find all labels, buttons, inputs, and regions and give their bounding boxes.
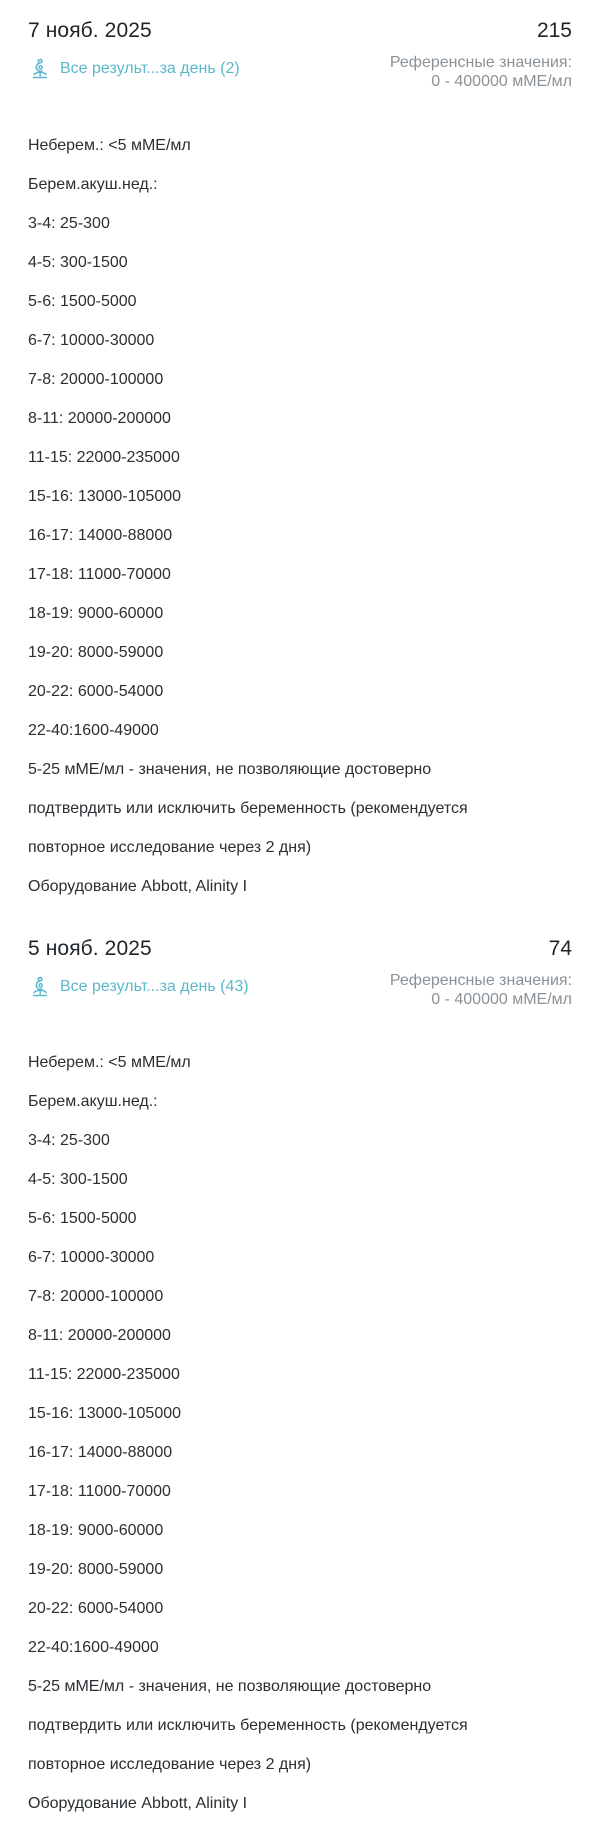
note-line: 5-25 мМЕ/мл - значения, не позволяющие достоверно — [28, 1677, 572, 1697]
note-line: 20-22: 6000-54000 — [28, 682, 572, 702]
note-line: 5-25 мМЕ/мл - значения, не позволяющие достоверно — [28, 760, 572, 780]
note-line: 8-11: 20000-200000 — [28, 409, 572, 429]
note-line: 6-7: 10000-30000 — [28, 1248, 572, 1268]
note-line: Оборудование Abbott, Alinity I — [28, 1794, 572, 1814]
result-date: 5 нояб. 2025 — [28, 935, 152, 963]
note-line: 4-5: 300-1500 — [28, 253, 572, 273]
reference-range: 0 - 400000 мМЕ/мл — [390, 72, 572, 91]
note-line: 19-20: 8000-59000 — [28, 1560, 572, 1580]
note-line: Неберем.: <5 мМЕ/мл — [28, 136, 572, 156]
note-line: 11-15: 22000-235000 — [28, 1365, 572, 1385]
note-line: 22-40:1600-49000 — [28, 721, 572, 741]
note-line: Берем.акуш.нед.: — [28, 1092, 572, 1112]
result-notes — [28, 116, 572, 916]
note-line: 7-8: 20000-100000 — [28, 370, 572, 390]
result-notes — [28, 1034, 572, 1833]
note-line: подтвердить или исключить беременность (рекомендуется — [28, 799, 572, 819]
all-results-link-label: Все результ...за день (2) — [60, 58, 240, 80]
result-value: 74 — [549, 935, 572, 963]
reference-label: Референсные значения: — [390, 971, 572, 990]
all-results-day-link[interactable] — [28, 975, 249, 999]
note-line: подтвердить или исключить беременность (рекомендуется — [28, 1716, 572, 1736]
note-line: 3-4: 25-300 — [28, 1131, 572, 1151]
note-line: 8-11: 20000-200000 — [28, 1326, 572, 1346]
reference-values — [390, 971, 572, 1009]
result-value: 215 — [537, 17, 572, 45]
note-line: 16-17: 14000-88000 — [28, 526, 572, 546]
reference-label: Референсные значения: — [390, 53, 572, 72]
note-line: 20-22: 6000-54000 — [28, 1599, 572, 1619]
note-line: Оборудование Abbott, Alinity I — [28, 877, 572, 897]
microscope-icon — [28, 57, 52, 81]
result-date: 7 нояб. 2025 — [28, 17, 152, 45]
note-line: 17-18: 11000-70000 — [28, 565, 572, 585]
note-line: повторное исследование через 2 дня) — [28, 838, 572, 858]
note-line: 19-20: 8000-59000 — [28, 643, 572, 663]
note-line: 6-7: 10000-30000 — [28, 331, 572, 351]
note-line: 18-19: 9000-60000 — [28, 1521, 572, 1541]
note-line: повторное исследование через 2 дня) — [28, 1755, 572, 1775]
result-subheader — [28, 971, 572, 1009]
note-line: 15-16: 13000-105000 — [28, 487, 572, 507]
result-header — [28, 17, 572, 45]
result-subheader — [28, 53, 572, 91]
all-results-link-label: Все результ...за день (43) — [60, 976, 249, 998]
note-line: 15-16: 13000-105000 — [28, 1404, 572, 1424]
all-results-day-link[interactable] — [28, 57, 240, 81]
note-line: 4-5: 300-1500 — [28, 1170, 572, 1190]
microscope-icon — [28, 975, 52, 999]
reference-values — [390, 53, 572, 91]
note-line: 18-19: 9000-60000 — [28, 604, 572, 624]
note-line: 3-4: 25-300 — [28, 214, 572, 234]
note-line: 17-18: 11000-70000 — [28, 1482, 572, 1502]
reference-range: 0 - 400000 мМЕ/мл — [390, 990, 572, 1009]
result-entry — [0, 916, 600, 1833]
result-header — [28, 935, 572, 963]
note-line: 7-8: 20000-100000 — [28, 1287, 572, 1307]
note-line: 22-40:1600-49000 — [28, 1638, 572, 1658]
result-entry — [0, 0, 600, 916]
note-line: 11-15: 22000-235000 — [28, 448, 572, 468]
note-line: Неберем.: <5 мМЕ/мл — [28, 1053, 572, 1073]
note-line: 16-17: 14000-88000 — [28, 1443, 572, 1463]
note-line: 5-6: 1500-5000 — [28, 1209, 572, 1229]
note-line: Берем.акуш.нед.: — [28, 175, 572, 195]
note-line: 5-6: 1500-5000 — [28, 292, 572, 312]
